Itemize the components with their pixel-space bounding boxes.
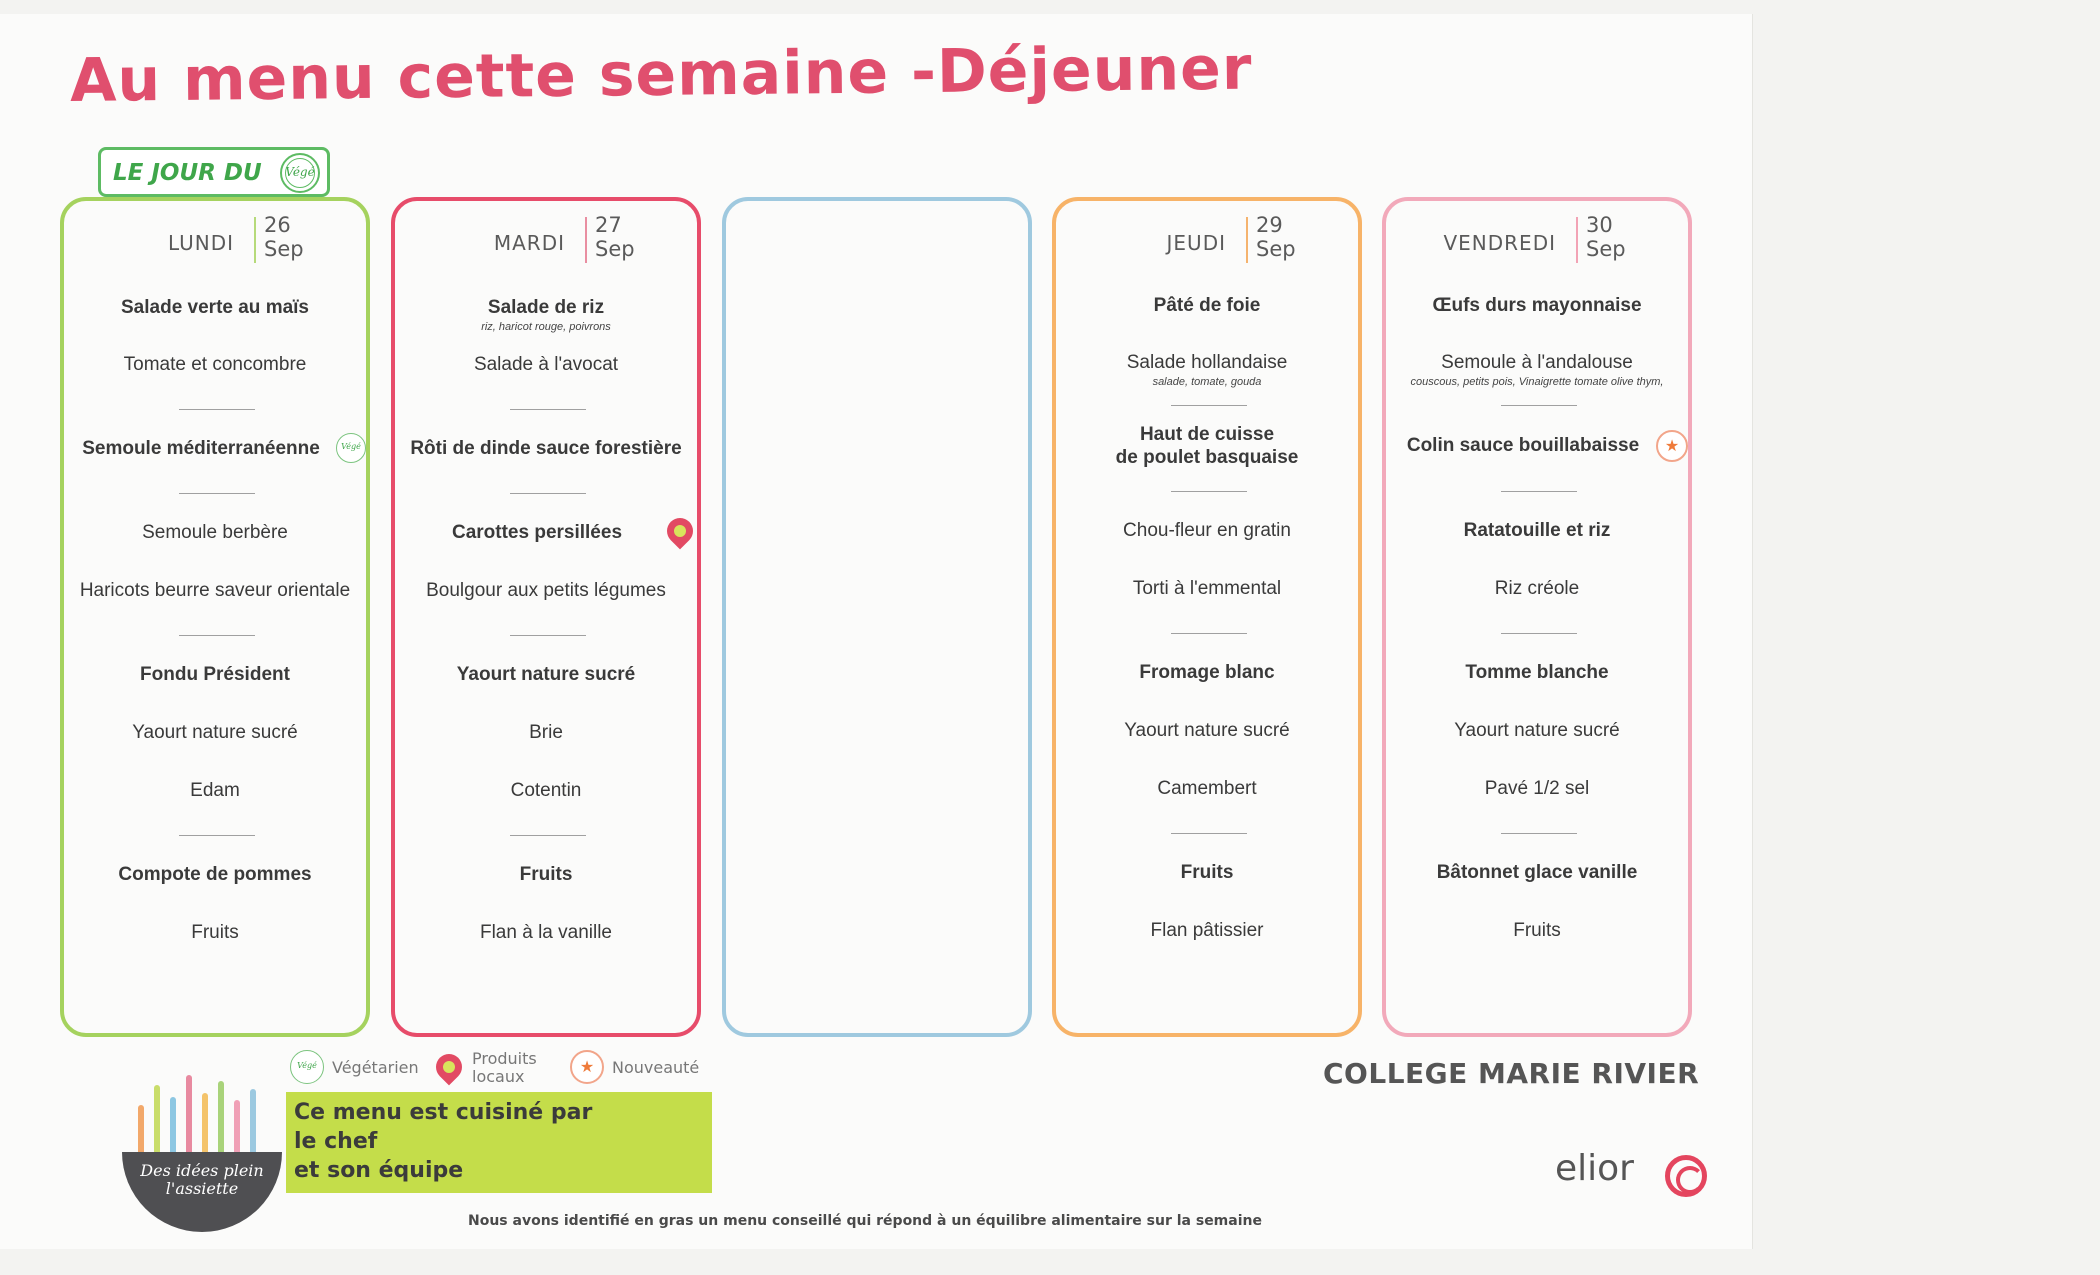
divider bbox=[1171, 833, 1247, 834]
day-date: 26 Sep bbox=[264, 213, 304, 261]
menu-item: Fruits bbox=[191, 922, 239, 943]
menu-item: Salade hollandaise bbox=[1126, 352, 1288, 373]
menu-item: Carottes persillées bbox=[451, 522, 623, 543]
utensils-illustration bbox=[132, 1070, 272, 1155]
menu-item: Fruits bbox=[1180, 862, 1234, 883]
legend-label: Nouveauté bbox=[612, 1058, 700, 1077]
day-header bbox=[1056, 215, 1358, 265]
menu-item: Yaourt nature sucré bbox=[1124, 720, 1290, 741]
new-item-star-icon: ★ bbox=[1656, 430, 1688, 462]
day-column-empty bbox=[722, 197, 1032, 1037]
divider bbox=[510, 493, 586, 494]
menu-item: Haut de cuisse bbox=[1139, 424, 1275, 445]
menu-item: Yaourt nature sucré bbox=[1454, 720, 1620, 741]
menu-item: Cotentin bbox=[510, 780, 582, 801]
day-column-lundi bbox=[60, 197, 370, 1037]
menu-item: Yaourt nature sucré bbox=[132, 722, 298, 743]
vege-badge-label: Végé bbox=[285, 165, 315, 179]
menu-item-detail: couscous, petits pois, Vinaigrette tomate olive thym, bbox=[1410, 376, 1664, 388]
divider bbox=[1501, 491, 1577, 492]
brand-logo-icon bbox=[1665, 1155, 1707, 1197]
vege-badge-icon bbox=[280, 153, 320, 193]
divider bbox=[510, 409, 586, 410]
divider bbox=[179, 409, 255, 410]
page-title: Au menu cette semaine -Déjeuner bbox=[69, 33, 1253, 116]
day-name: MARDI bbox=[493, 231, 565, 255]
menu-item: Semoule à l'andalouse bbox=[1441, 352, 1633, 373]
bowl-logo-text: Des idées plein l'assiette bbox=[140, 1161, 264, 1198]
divider bbox=[510, 835, 586, 836]
divider bbox=[179, 835, 255, 836]
menu-item: Flan à la vanille bbox=[479, 922, 613, 943]
new-item-star-icon: ★ bbox=[570, 1050, 604, 1084]
menu-item: Tomme blanche bbox=[1465, 662, 1609, 683]
menu-item: Pavé 1/2 sel bbox=[1484, 778, 1590, 799]
menu-item: Salade verte au maïs bbox=[121, 297, 309, 318]
divider bbox=[1501, 633, 1577, 634]
day-name: VENDREDI bbox=[1443, 231, 1556, 255]
vege-banner-text: LE JOUR DU bbox=[113, 160, 262, 186]
day-date: 27 Sep bbox=[595, 213, 635, 261]
divider bbox=[179, 493, 255, 494]
header-separator bbox=[1576, 217, 1578, 263]
menu-item: Brie bbox=[529, 722, 563, 743]
chef-line: et son équipe bbox=[294, 1158, 464, 1183]
chef-line: le chef bbox=[294, 1129, 378, 1154]
menu-item: Yaourt nature sucré bbox=[456, 664, 636, 685]
school-name: COLLEGE MARIE RIVIER bbox=[1323, 1057, 1700, 1090]
menu-item: Œufs durs mayonnaise bbox=[1432, 295, 1642, 316]
day-date: 29 Sep bbox=[1256, 213, 1296, 261]
menu-item: Camembert bbox=[1157, 778, 1257, 799]
menu-item: Boulgour aux petits légumes bbox=[426, 580, 666, 601]
divider bbox=[1501, 405, 1577, 406]
menu-item: Salade à l'avocat bbox=[473, 354, 619, 375]
menu-item: Torti à l'emmental bbox=[1132, 578, 1282, 599]
footer-note: Nous avons identifié en gras un menu conseillé qui répond à un équilibre alimentaire sur la semaine bbox=[468, 1213, 1262, 1229]
day-header bbox=[395, 215, 697, 265]
brand-logo-text: elior bbox=[1555, 1148, 1634, 1189]
header-separator bbox=[254, 217, 256, 263]
legend-label: Produits locaux bbox=[472, 1049, 537, 1086]
menu-item: Compote de pommes bbox=[118, 864, 312, 885]
day-date: 30 Sep bbox=[1586, 213, 1626, 261]
legend-label: Végétarien bbox=[332, 1058, 419, 1077]
menu-item-detail: riz, haricot rouge, poivrons bbox=[481, 321, 611, 333]
menu-item: Rôti de dinde sauce forestière bbox=[410, 438, 682, 459]
menu-item: Pâté de foie bbox=[1153, 295, 1261, 316]
day-name: LUNDI bbox=[167, 231, 234, 255]
chef-line: Ce menu est cuisiné par bbox=[294, 1100, 593, 1125]
day-column-vendredi bbox=[1382, 197, 1692, 1037]
menu-item: Haricots beurre saveur orientale bbox=[79, 580, 351, 601]
menu-item: Salade de riz bbox=[487, 297, 605, 318]
menu-item: Fruits bbox=[1513, 920, 1561, 941]
menu-item: de poulet basquaise bbox=[1115, 447, 1299, 468]
divider bbox=[1171, 405, 1247, 406]
menu-item: Semoule méditerranéenne bbox=[82, 438, 320, 459]
day-header bbox=[1386, 215, 1688, 265]
header-separator bbox=[585, 217, 587, 263]
header-separator bbox=[1246, 217, 1248, 263]
divider bbox=[1171, 491, 1247, 492]
vege-day-banner bbox=[98, 147, 330, 197]
vege-icon: Végé bbox=[290, 1050, 324, 1084]
menu-item: Tomate et concombre bbox=[123, 354, 307, 375]
day-header bbox=[64, 215, 366, 265]
day-column-jeudi bbox=[1052, 197, 1362, 1037]
menu-item: Semoule berbère bbox=[142, 522, 288, 543]
chef-note bbox=[286, 1092, 712, 1193]
day-name: JEUDI bbox=[1166, 231, 1226, 255]
menu-item: Edam bbox=[190, 780, 240, 801]
menu-item: Chou-fleur en gratin bbox=[1123, 520, 1291, 541]
menu-item: Fruits bbox=[519, 864, 573, 885]
menu-item: Bâtonnet glace vanille bbox=[1436, 862, 1638, 883]
day-column-mardi bbox=[391, 197, 701, 1037]
divider bbox=[1171, 633, 1247, 634]
vege-icon: Végé bbox=[336, 433, 366, 463]
menu-item-detail: salade, tomate, gouda bbox=[1152, 376, 1262, 388]
menu-item: Colin sauce bouillabaisse bbox=[1406, 435, 1640, 456]
menu-item: Fondu Président bbox=[140, 664, 290, 685]
divider bbox=[510, 635, 586, 636]
menu-item: Ratatouille et riz bbox=[1463, 520, 1611, 541]
divider bbox=[1501, 833, 1577, 834]
menu-item: Riz créole bbox=[1494, 578, 1580, 599]
divider bbox=[179, 635, 255, 636]
menu-item: Flan pâtissier bbox=[1150, 920, 1264, 941]
menu-item: Fromage blanc bbox=[1139, 662, 1275, 683]
